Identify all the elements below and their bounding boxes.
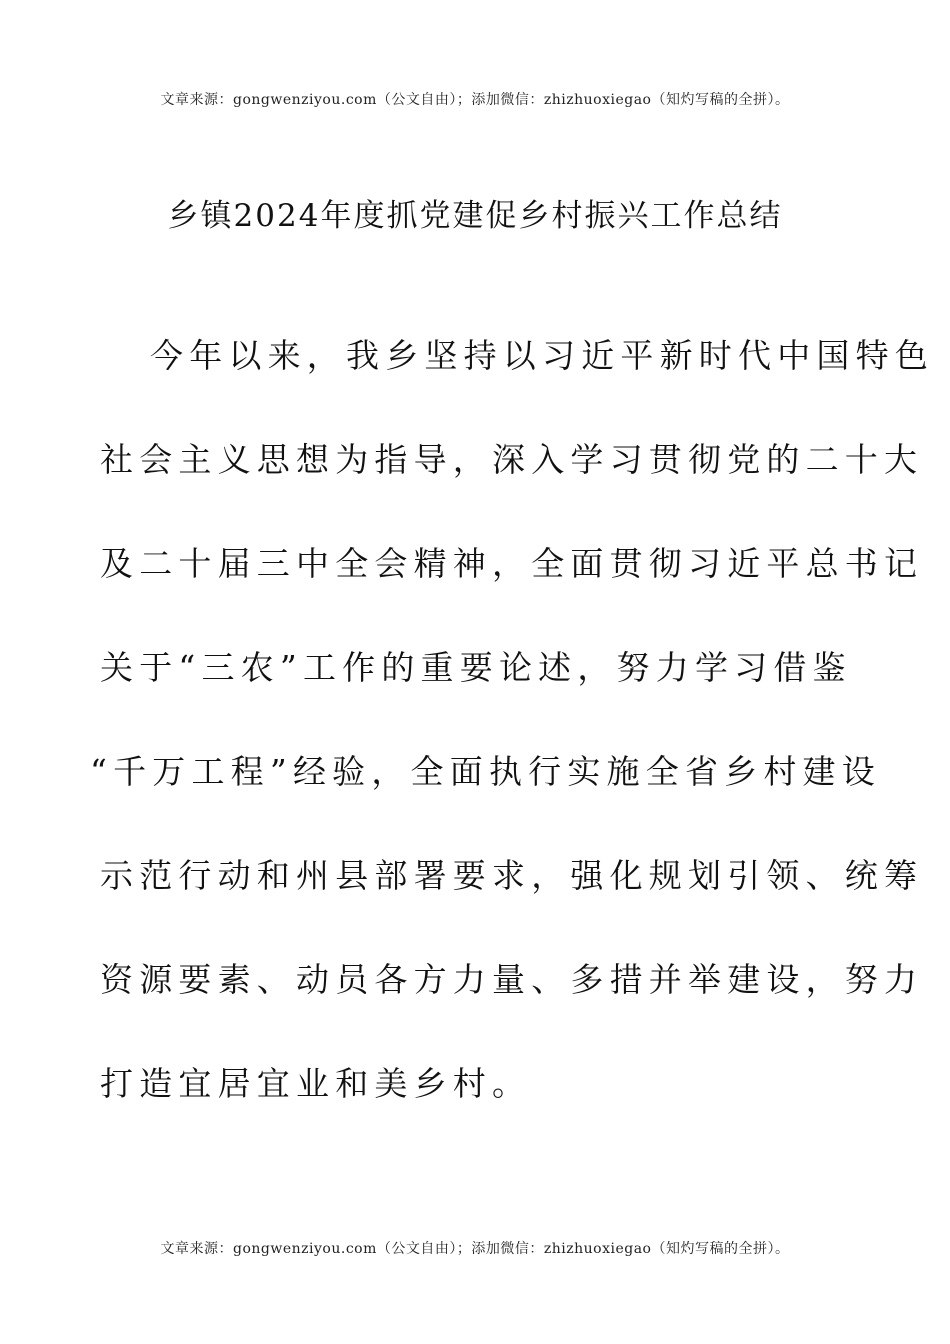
body-line: 关于“三农”工作的重要论述，努力学习借鉴 — [100, 648, 852, 687]
body-line: 资源要素、动员各方力量、多措并举建设，努力 — [100, 960, 924, 999]
header-source-note: 文章来源：gongwenziyou.com（公文自由）；添加微信：zhizhuoxiegao（知灼写稿的全拼）。 — [160, 92, 790, 108]
body-line: “千万工程”经验，全面执行实施全省乡村建设 — [90, 752, 881, 791]
body-line: 及二十届三中全会精神，全面贯彻习近平总书记 — [100, 544, 924, 583]
body-line: 社会主义思想为指导，深入学习贯彻党的二十大 — [100, 440, 924, 479]
body-line: 今年以来，我乡坚持以习近平新时代中国特色 — [150, 336, 934, 375]
footer-source-note: 文章来源：gongwenziyou.com（公文自由）；添加微信：zhizhuoxiegao（知灼写稿的全拼）。 — [160, 1241, 790, 1257]
body-paragraph — [90, 330, 934, 1162]
body-line: 打造宜居宜业和美乡村。 — [100, 1064, 532, 1103]
body-line: 示范行动和州县部署要求，强化规划引领、统筹 — [100, 856, 924, 895]
document-title: 乡镇2024年度抓党建促乡村振兴工作总结 — [167, 198, 783, 234]
